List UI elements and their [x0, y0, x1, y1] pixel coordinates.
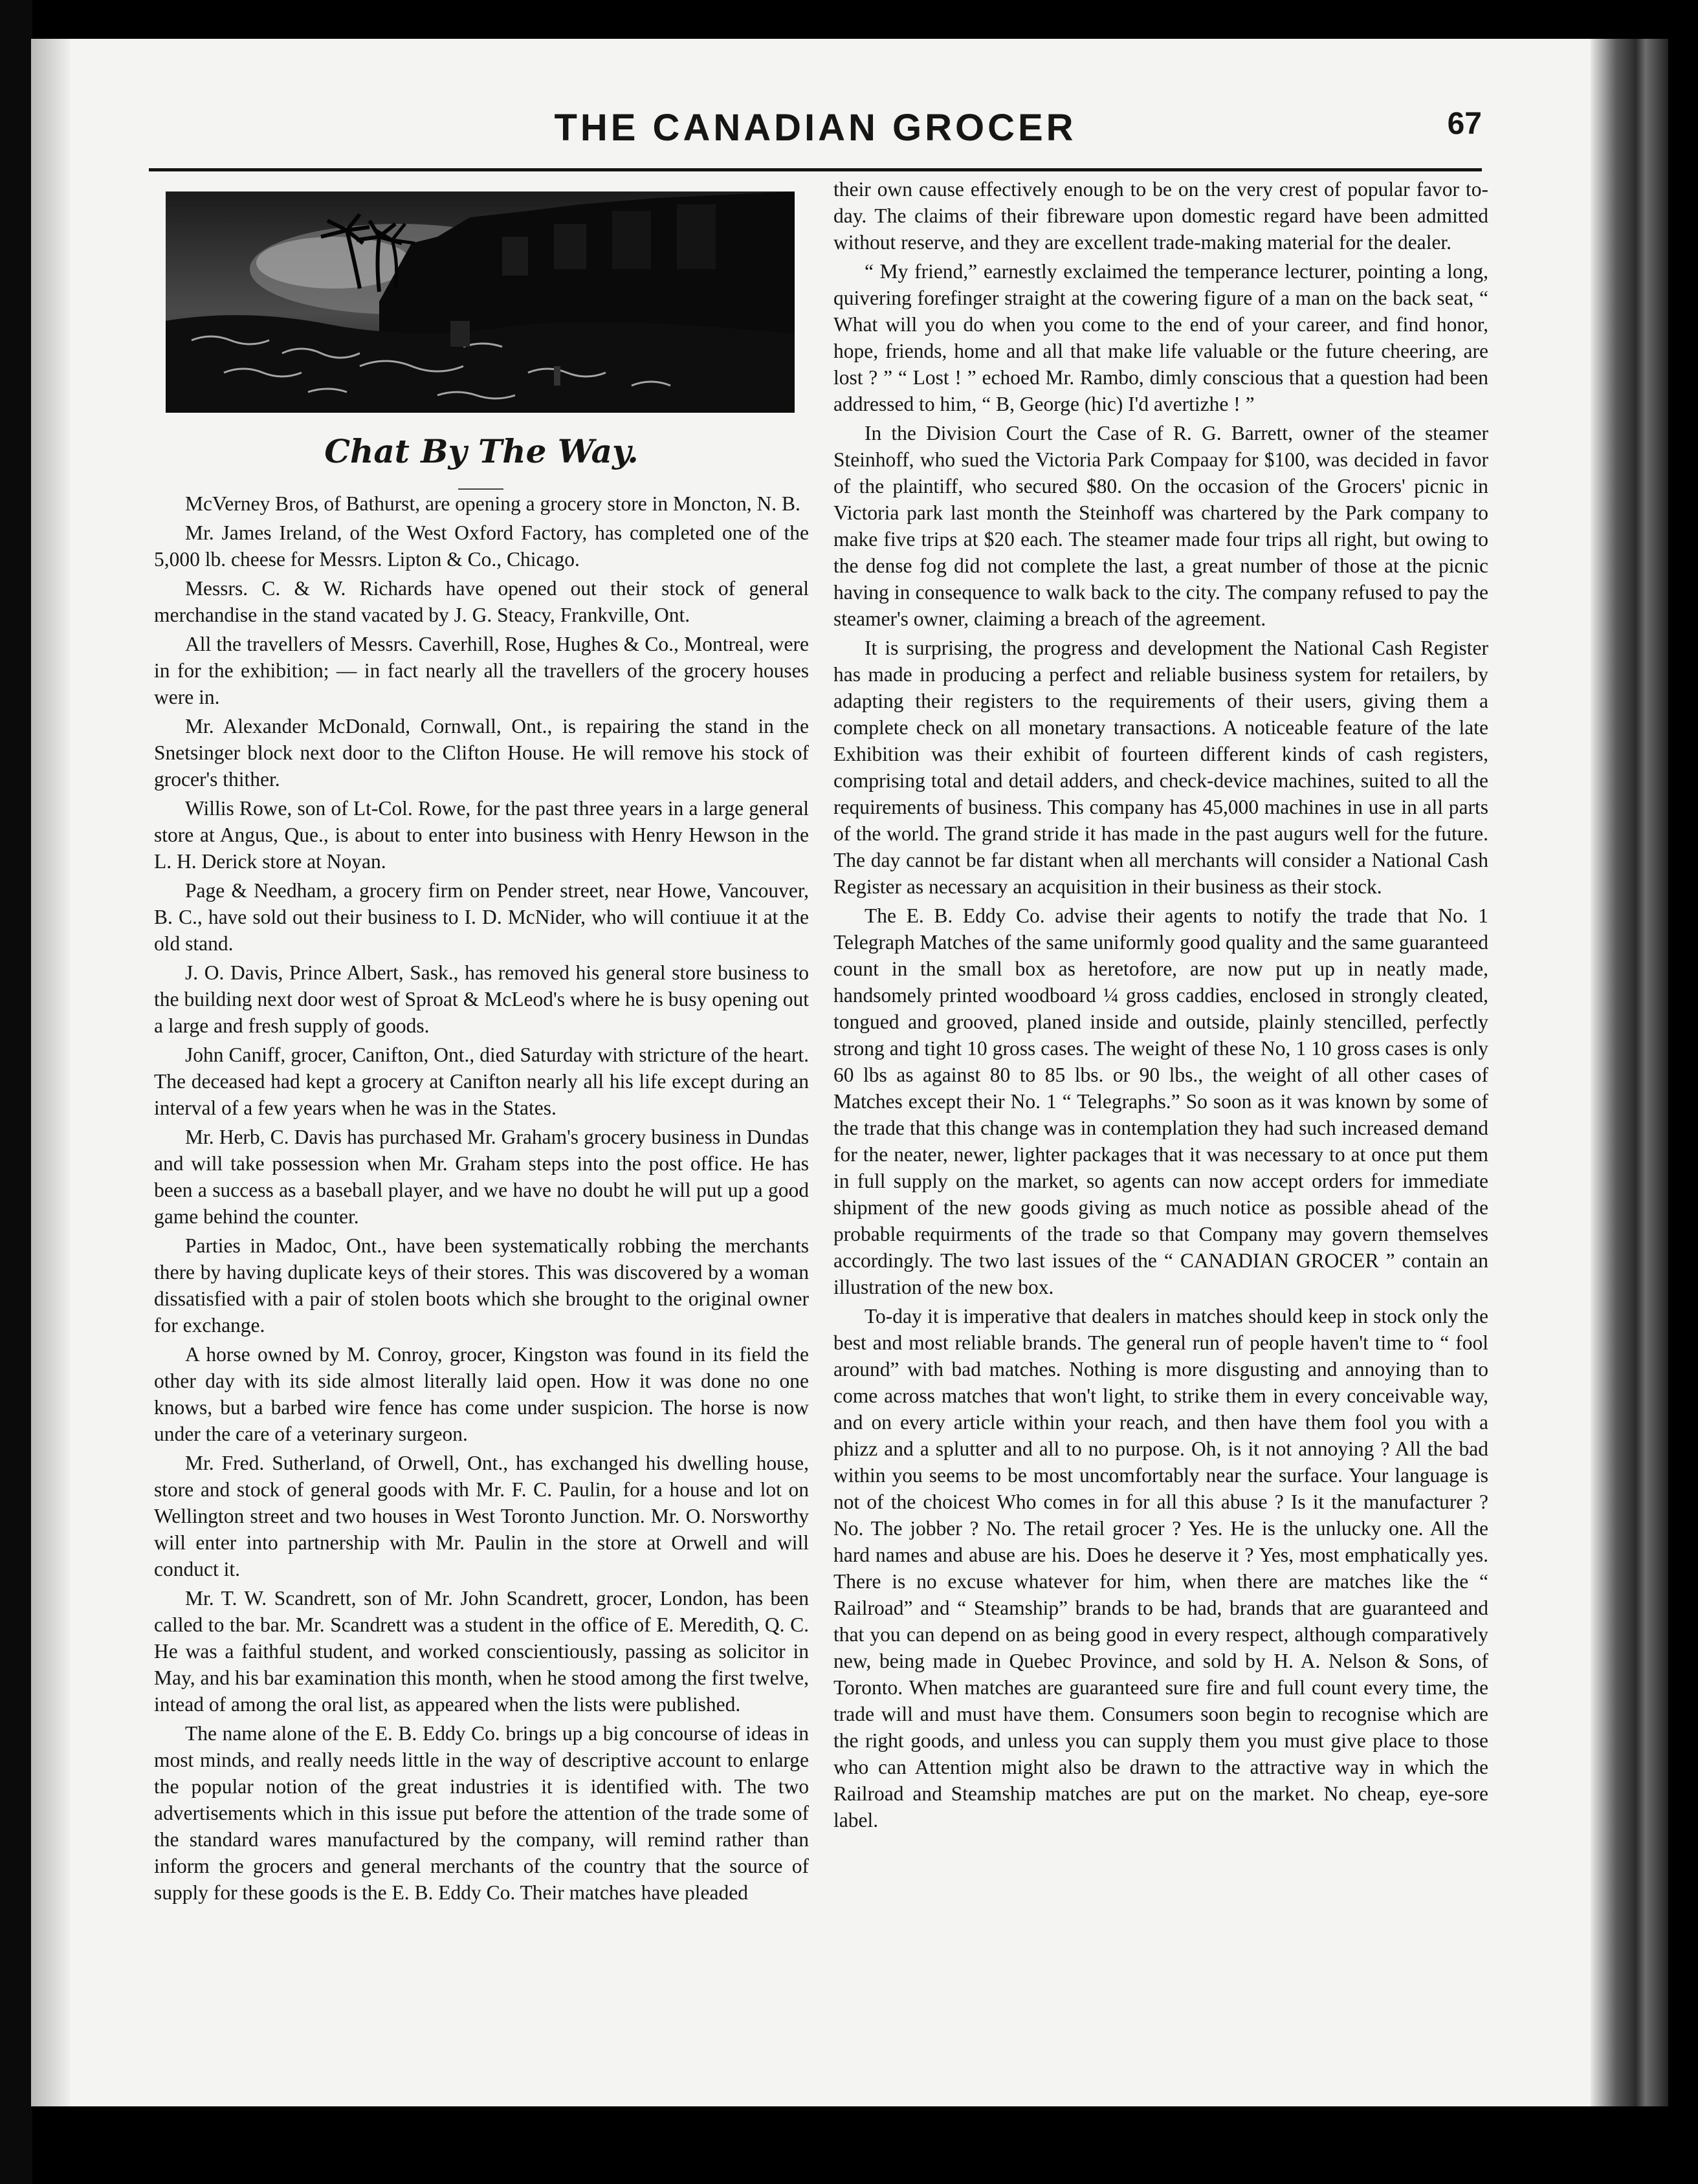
binding-edge — [0, 0, 32, 2184]
left-column — [154, 490, 809, 1908]
paragraph: The E. B. Eddy Co. advise their agents to notify the trade that No. 1 Telegraph Matches of the same uniformly good quality and the same guaranteed count in the small box as heretofore, are now put up in neatly made, handsomely printed woodboard ¼ gross caddies, enclosed in strongly cleated, tongued and grooved, planed inside and outside, plainly stencilled, perfectly strong and tight 10 gross cases. The weight of these No, 1 10 gross cases is only 60 lbs as against 80 to 85 lbs. or 90 lbs., the weight of all other cases of Matches except their No. 1 “ Telegraphs.” So soon as it was known by some of the trade that this change was in contemplation they had such increased demand for the neater, newer, lighter packages that it was necessary to at once put them in full supply on the market, so agents can now accept orders for immediate shipment of the new goods giving as much notice as possible ahead of the probable requirments of the trade so that Company may govern themselves accordingly. The two last issues of the “ CANADIAN GROCER ” contain an illustration of the new box. — [833, 904, 1488, 1298]
paragraph: Mr. Alexander McDonald, Cornwall, Ont., is repairing the stand in the Snetsinger block next door to the Clifton House. He will remove his stock of grocer's thither. — [154, 715, 809, 791]
page-header — [149, 97, 1482, 175]
gutter-shadow — [31, 39, 70, 2106]
paragraph: Mr. T. W. Scandrett, son of Mr. John Scandrett, grocer, London, has been called to the bar. Mr. Scandrett was a student in the office of E. Meredith, Q. C. He was a faithful student, and worked conscientiously, passing as solicitor in May, and his bar examination this month, when he stood among the first twelve, intead of among the oral list, as appeared when the lists were published. — [154, 1587, 809, 1716]
paragraph: A horse owned by M. Conroy, grocer, Kingston was found in its field the other day with its side almost literally laid open. How it was done no one knows, but a barbed wire fence has come under suspicion. The horse is now under the care of a veterinary surgeon. — [154, 1343, 809, 1445]
page-number: 67 — [1447, 107, 1482, 141]
page-title: THE CANADIAN GROCER — [554, 107, 1077, 149]
heading-rule — [458, 488, 503, 490]
paragraph: McVerney Bros, of Bathurst, are opening a grocery store in Moncton, N. B. — [185, 492, 800, 515]
harbor-illustration — [166, 191, 795, 413]
paragraph: Parties in Madoc, Ont., have been systematically robbing the merchants there by having duplicate keys of their stores. This was discovered by a woman dissatisfied with a pair of stolen boots which she brought to the original owner for exchange. — [154, 1234, 809, 1337]
paragraph: It is surprising, the progress and development the National Cash Register has made in producing a perfect and reliable business system for retailers, by adapting their registers to the requirements of their users, giving them a complete check on all monetary transactions. A noticeable feature of the late Exhibition was their exhibit of fourteen different kinds of cash registers, comprising total and detail adders, and check-device machines, suited to all the requirements of business. This company has 45,000 machines in use in all parts of the world. The grand stride it has made in the past augurs well for the future. The day cannot be far distant when all merchants will consider a National Cash Register as necessary an acquisition in their business as their stock. — [833, 637, 1488, 898]
paragraph: Messrs. C. & W. Richards have opened out their stock of general merchandise in the stand vacated by J. G. Steacy, Frankville, Ont. — [154, 577, 809, 626]
paragraph: Mr. James Ireland, of the West Oxford Factory, has completed one of the 5,000 lb. cheese for Messrs. Lipton & Co., Chicago. — [154, 521, 809, 571]
paragraph: Mr. Fred. Sutherland, of Orwell, Ont., has exchanged his dwelling house, store and stock of general goods with Mr. F. C. Paulin, for a house and lot on Wellington street and two houses in West Toronto Junction. Mr. O. Norsworthy will enter into partnership with Mr. Paulin in the store at Orwell and will conduct it. — [154, 1452, 809, 1580]
header-rule — [149, 168, 1482, 171]
paragraph: J. O. Davis, Prince Albert, Sask., has removed his general store business to the building next door west of Sproat & McLeod's where he is busy opening out a large and fresh supply of goods. — [154, 961, 809, 1037]
paragraph: The name alone of the E. B. Eddy Co. brings up a big concourse of ideas in most minds, and really needs little in the way of descriptive account to enlarge the popular notion of the great industries it is identified with. The two advertisements which in this issue put before the attention of the trade some of the standard wares manufactured by the company, will remind rather than inform the grocers and general merchants of the country that the source of supply for these goods is the E. B. Eddy Co. Their matches have pleaded — [154, 1722, 809, 1904]
right-column — [833, 176, 1488, 1836]
paragraph: “ My friend,” earnestly exclaimed the temperance lecturer, pointing a long, quivering forefinger straight at the cowering figure of a man on the back seat, “ What will you do when you come to the end of your career, and find honor, hope, friends, home and all that make life valuable or the future cheering, are lost ? ” “ Lost ! ” echoed Mr. Rambo, dimly conscious that a question had been addressed to him, “ B, George (hic) I'd avertizhe ! ” — [833, 260, 1488, 415]
paragraph: their own cause effectively enough to be on the very crest of popular favor to-day. The claims of their fibreware upon domestic regard have been admitted without reserve, and they are excellent trade-making material for the dealer. — [833, 178, 1488, 254]
paragraph: Mr. Herb, C. Davis has purchased Mr. Graham's grocery business in Dundas and will take possession when Mr. Graham steps into the post office. He has been a success as a baseball player, and we have no doubt he will put up a good game behind the counter. — [154, 1126, 809, 1228]
paragraph: John Caniff, grocer, Canifton, Ont., died Saturday with stricture of the heart. The deceased had kept a grocery at Canifton nearly all his life except during an interval of a few years when he was in the States. — [154, 1043, 809, 1119]
paragraph: All the travellers of Messrs. Caverhill, Rose, Hughes & Co., Montreal, were in for the exhibition; — in fact nearly all the travellers of the grocery houses were in. — [154, 633, 809, 708]
book-fore-edge — [1591, 39, 1668, 2106]
paragraph: Willis Rowe, son of Lt-Col. Rowe, for the past three years in a large general store at Angus, Que., is about to enter into business with Henry Hewson in the L. H. Derick store at Noyan. — [154, 797, 809, 873]
paragraph: To-day it is imperative that dealers in matches should keep in stock only the best and most reliable brands. The general run of people haven't time to “ fool around” with bad matches. Nothing is more disgusting and annoying than to come across matches that won't light, to strike them in every conceivable way, and on every article within your reach, and then have them fool you with a phizz and a splutter and all to no purpose. Oh, is it not annoying ? All the bad within you seems to be most uncomfortably near the surface. Your language is not of the choicest Who comes in for all this abuse ? Is it the manufacturer ? No. The jobber ? No. The retail grocer ? Yes. He is the unlucky one. All the hard names and abuse are his. Does he deserve it ? Yes, most emphatically yes. There is no excuse whatever for him, when there are matches like the “ Railroad” and “ Steamship” brands to be had, brands that are guaranteed and that you can depend on as being good in every respect, although comparatively new, being made in Quebec Province, and sold by H. A. Nelson & Sons, of Toronto. When matches are guaranteed sure fire and full count every time, the trade will and must have them. Consumers soon begin to recognise which are the right goods, and unless you can supply them you must give place to those who can Attention might also be drawn to the attractive way in which the Railroad and Steamship matches are put on the market. No cheap, eye-sore label. — [833, 1305, 1488, 1831]
section-heading: Chat By The Way. — [324, 432, 639, 470]
paragraph: In the Division Court the Case of R. G. Barrett, owner of the steamer Steinhoff, who sued the Victoria Park Compaay for $100, was decided in favor of the plaintiff, who secured $80. On the occasion of the Grocers' picnic in Victoria park last month the Steinhoff was chartered by the Park company to make five trips at $20 each. The steamer made four trips all right, but owing to the dense fog did not complete the last, a great number of those at the picnic having in consequence to walk back to the city. The company refused to pay the steamer's owner, claiming a breach of the agreement. — [833, 422, 1488, 630]
paragraph: Page & Needham, a grocery firm on Pender street, near Howe, Vancouver, B. C., have sold out their business to I. D. McNider, who will contiuue it at the old stand. — [154, 879, 809, 955]
